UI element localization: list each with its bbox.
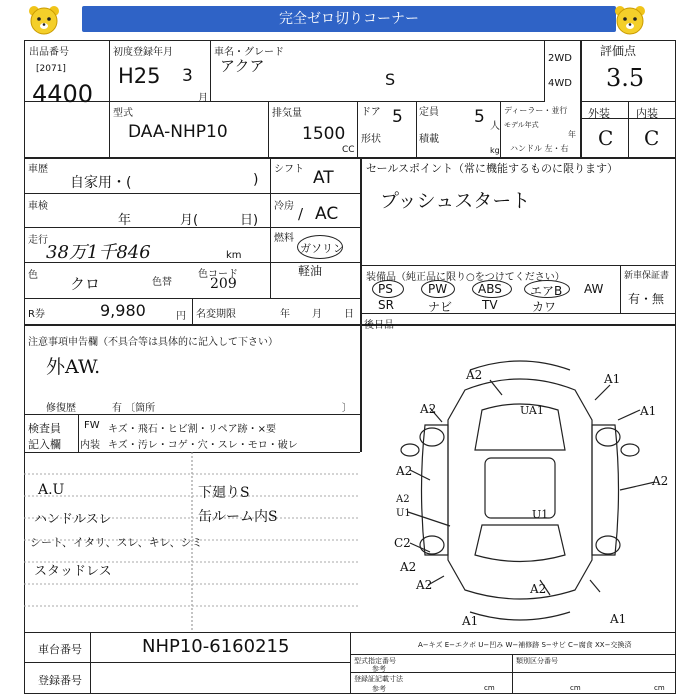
damage-legend: A−キズ E−エクボ U−凹み W−補修跡 S−サビ C−腐食 XX−交換済: [418, 641, 632, 649]
equipment-label: 装備品（純正品に限り○をつけてください）: [366, 272, 565, 283]
fuel-gasoline: ガソリン: [300, 242, 344, 255]
color-name-label: 色替: [152, 277, 172, 288]
equip-sr: SR: [378, 298, 394, 312]
inspection-month: 月(: [180, 213, 199, 228]
bear-mascot-icon: [612, 4, 648, 38]
chassis-number: NHP10-6160215: [142, 636, 290, 657]
interior-label: 内装: [636, 107, 658, 120]
color-code-label: 色コード: [198, 269, 238, 280]
displacement-label: 排気量: [272, 108, 302, 119]
equip-circle: [372, 280, 404, 298]
cm-unit: cm: [570, 684, 581, 692]
model-label: 車名・グレード: [214, 47, 284, 58]
damage-mark: A1: [610, 612, 627, 626]
nameplate-day: 日: [344, 309, 354, 320]
bear-mascot-icon: [26, 4, 62, 38]
rating-value: 3.5: [606, 64, 645, 92]
history-close: ): [253, 172, 259, 188]
damage-mark: A2: [466, 368, 483, 382]
inspector-label-2: 記入欄: [28, 438, 61, 451]
selling-points-text: プッシュスタート: [380, 190, 531, 212]
ref-label: 参考: [372, 665, 386, 673]
recycle-value: 9,980: [100, 301, 146, 320]
rating-label: 評価点: [600, 44, 637, 58]
load-label: 積載: [419, 134, 439, 145]
capacity-unit: 人: [490, 121, 500, 132]
inspection-year: 年: [118, 213, 132, 228]
damage-mark: A2: [652, 474, 669, 488]
type-cert-label: 型式指定番号: [354, 657, 396, 665]
damage-mark: UA1: [520, 404, 544, 417]
equip-circle: [421, 280, 455, 298]
remark-left: ハンドルスレ: [34, 512, 112, 527]
notes-label: 注意事項申告欄（不具合等は具体的に記入して下さい）: [28, 337, 278, 348]
after-attach-label: 後日品: [364, 320, 394, 331]
damage-mark: A2: [400, 560, 417, 574]
model-name: アクア: [220, 57, 265, 75]
type-label: 型式: [113, 108, 133, 119]
remark-left: A.U: [38, 482, 65, 498]
fw-label: FW: [84, 420, 100, 431]
exterior-label: 外装: [588, 107, 610, 120]
remark-left: スタッドレス: [34, 564, 112, 579]
page-title: 完全ゼロ切りコーナー: [82, 6, 616, 32]
notes-text: 外AW.: [46, 356, 101, 378]
equip-navi: ナビ: [428, 300, 453, 314]
selling-points-label: セールスポイント（常に機能するものに限ります）: [366, 162, 619, 175]
year-unit: 年: [568, 130, 576, 139]
lot-label: 出品番号: [29, 47, 69, 58]
chassis-label: 車台番号: [38, 643, 82, 656]
inspector-label: 検査員: [28, 422, 61, 435]
dealer-label: ディーラー・並行: [504, 106, 568, 115]
first-reg-year: H25: [118, 64, 161, 88]
recycle-unit: 円: [176, 311, 186, 322]
lot-number: 4400: [32, 80, 94, 108]
type-value: DAA-NHP10: [128, 122, 228, 142]
model-year-label: モデル年式: [504, 121, 539, 129]
reg-dims-label: 登録証記載寸法: [354, 675, 403, 683]
color-code: 209: [210, 276, 237, 292]
cooler-value: AC: [315, 204, 339, 224]
shift-label: シフト: [274, 164, 304, 175]
damage-mark: A2: [416, 578, 433, 592]
equip-aw: AW: [584, 282, 604, 296]
warranty-value: 有・無: [628, 292, 665, 306]
inspection-label: 車検: [28, 201, 48, 212]
damage-mark: A2: [396, 464, 413, 478]
warranty-label: 新車保証書: [624, 271, 670, 281]
capacity-label: 定員: [419, 107, 439, 118]
repair-close: 〕: [342, 403, 352, 414]
equip-abs: ABS: [478, 282, 502, 296]
exterior-grade: C: [598, 126, 614, 150]
damage-mark: A1: [604, 372, 621, 386]
color-label: 色: [28, 270, 38, 281]
damage-mark: A2: [530, 582, 547, 596]
equip-tv: TV: [482, 298, 498, 312]
equip-circle: [472, 280, 512, 298]
shift-value: AT: [313, 168, 334, 188]
cm-unit: cm: [654, 684, 665, 692]
interior-insp-items: キズ・汚レ・コゲ・穴・スレ・モロ・破レ: [108, 440, 298, 451]
fw-items: キズ・飛石・ヒビ割・リペア跡・×要: [108, 424, 276, 435]
doors-value: 5: [392, 107, 403, 127]
nameplate-month: 月: [312, 309, 322, 320]
mileage-label: 走行: [28, 235, 48, 246]
remark-right: 下廻りS: [198, 485, 250, 501]
shape-label: 形状: [361, 134, 381, 145]
car-damage-diagram: [370, 340, 670, 630]
drive-2wd: 2WD: [548, 53, 572, 64]
handle-label: ハンドル 左・右: [510, 144, 569, 153]
damage-mark: C2: [394, 536, 411, 550]
displacement-value: 1500: [302, 124, 346, 144]
month-unit: 月: [198, 93, 208, 104]
recycle-label: R券: [28, 309, 45, 320]
repair-value: 有 〔箇所: [112, 403, 156, 414]
registration-label: 登録番号: [38, 674, 82, 687]
equip-pw: PW: [428, 282, 448, 296]
fuel-diesel: 軽油: [298, 264, 323, 278]
inspection-day: 日): [240, 213, 259, 228]
fuel-label: 燃料: [274, 233, 294, 244]
history-label: 車歴: [28, 164, 48, 175]
damage-mark: U1: [396, 508, 411, 519]
lot-code: [2071]: [36, 64, 66, 74]
cooler-label: 冷房: [274, 201, 294, 212]
drive-4wd: 4WD: [548, 78, 572, 89]
first-reg-month: 3: [182, 66, 193, 86]
size-ref-label: 参考: [372, 685, 386, 693]
damage-mark: A1: [462, 614, 479, 628]
first-reg-label: 初度登録年月: [113, 47, 173, 58]
model-grade: S: [385, 70, 396, 89]
category-label: 類別区分番号: [516, 657, 558, 665]
equip-airbag: エアB: [530, 284, 563, 298]
capacity-value: 5: [474, 107, 485, 127]
doors-label: ドア: [361, 107, 381, 118]
repair-label: 修復歴: [46, 403, 76, 414]
remark-left: シート、イタリ、スレ、キレ、シミ: [30, 536, 203, 549]
equip-ps: PS: [378, 282, 393, 296]
damage-mark: A2: [420, 402, 437, 416]
damage-mark: A1: [640, 404, 657, 418]
mileage-value: 38万1千846: [46, 242, 151, 263]
nameplate-year: 年: [280, 309, 290, 320]
equip-circle: [524, 280, 570, 298]
cm-unit: cm: [484, 684, 495, 692]
interior-grade: C: [644, 126, 660, 150]
history-value: 自家用・(: [70, 175, 132, 191]
damage-mark: A2: [396, 494, 410, 505]
damage-mark: U1: [532, 508, 549, 521]
color-value: クロ: [70, 275, 101, 293]
load-unit: kg: [490, 146, 500, 155]
nameplate-label: 名変期限: [196, 309, 236, 320]
equip-leather: カワ: [532, 300, 557, 314]
displacement-unit: CC: [342, 145, 355, 155]
mileage-unit: km: [226, 250, 242, 261]
interior-insp-label: 内装: [80, 440, 100, 451]
remark-right: 缶ルーム内S: [198, 509, 278, 525]
